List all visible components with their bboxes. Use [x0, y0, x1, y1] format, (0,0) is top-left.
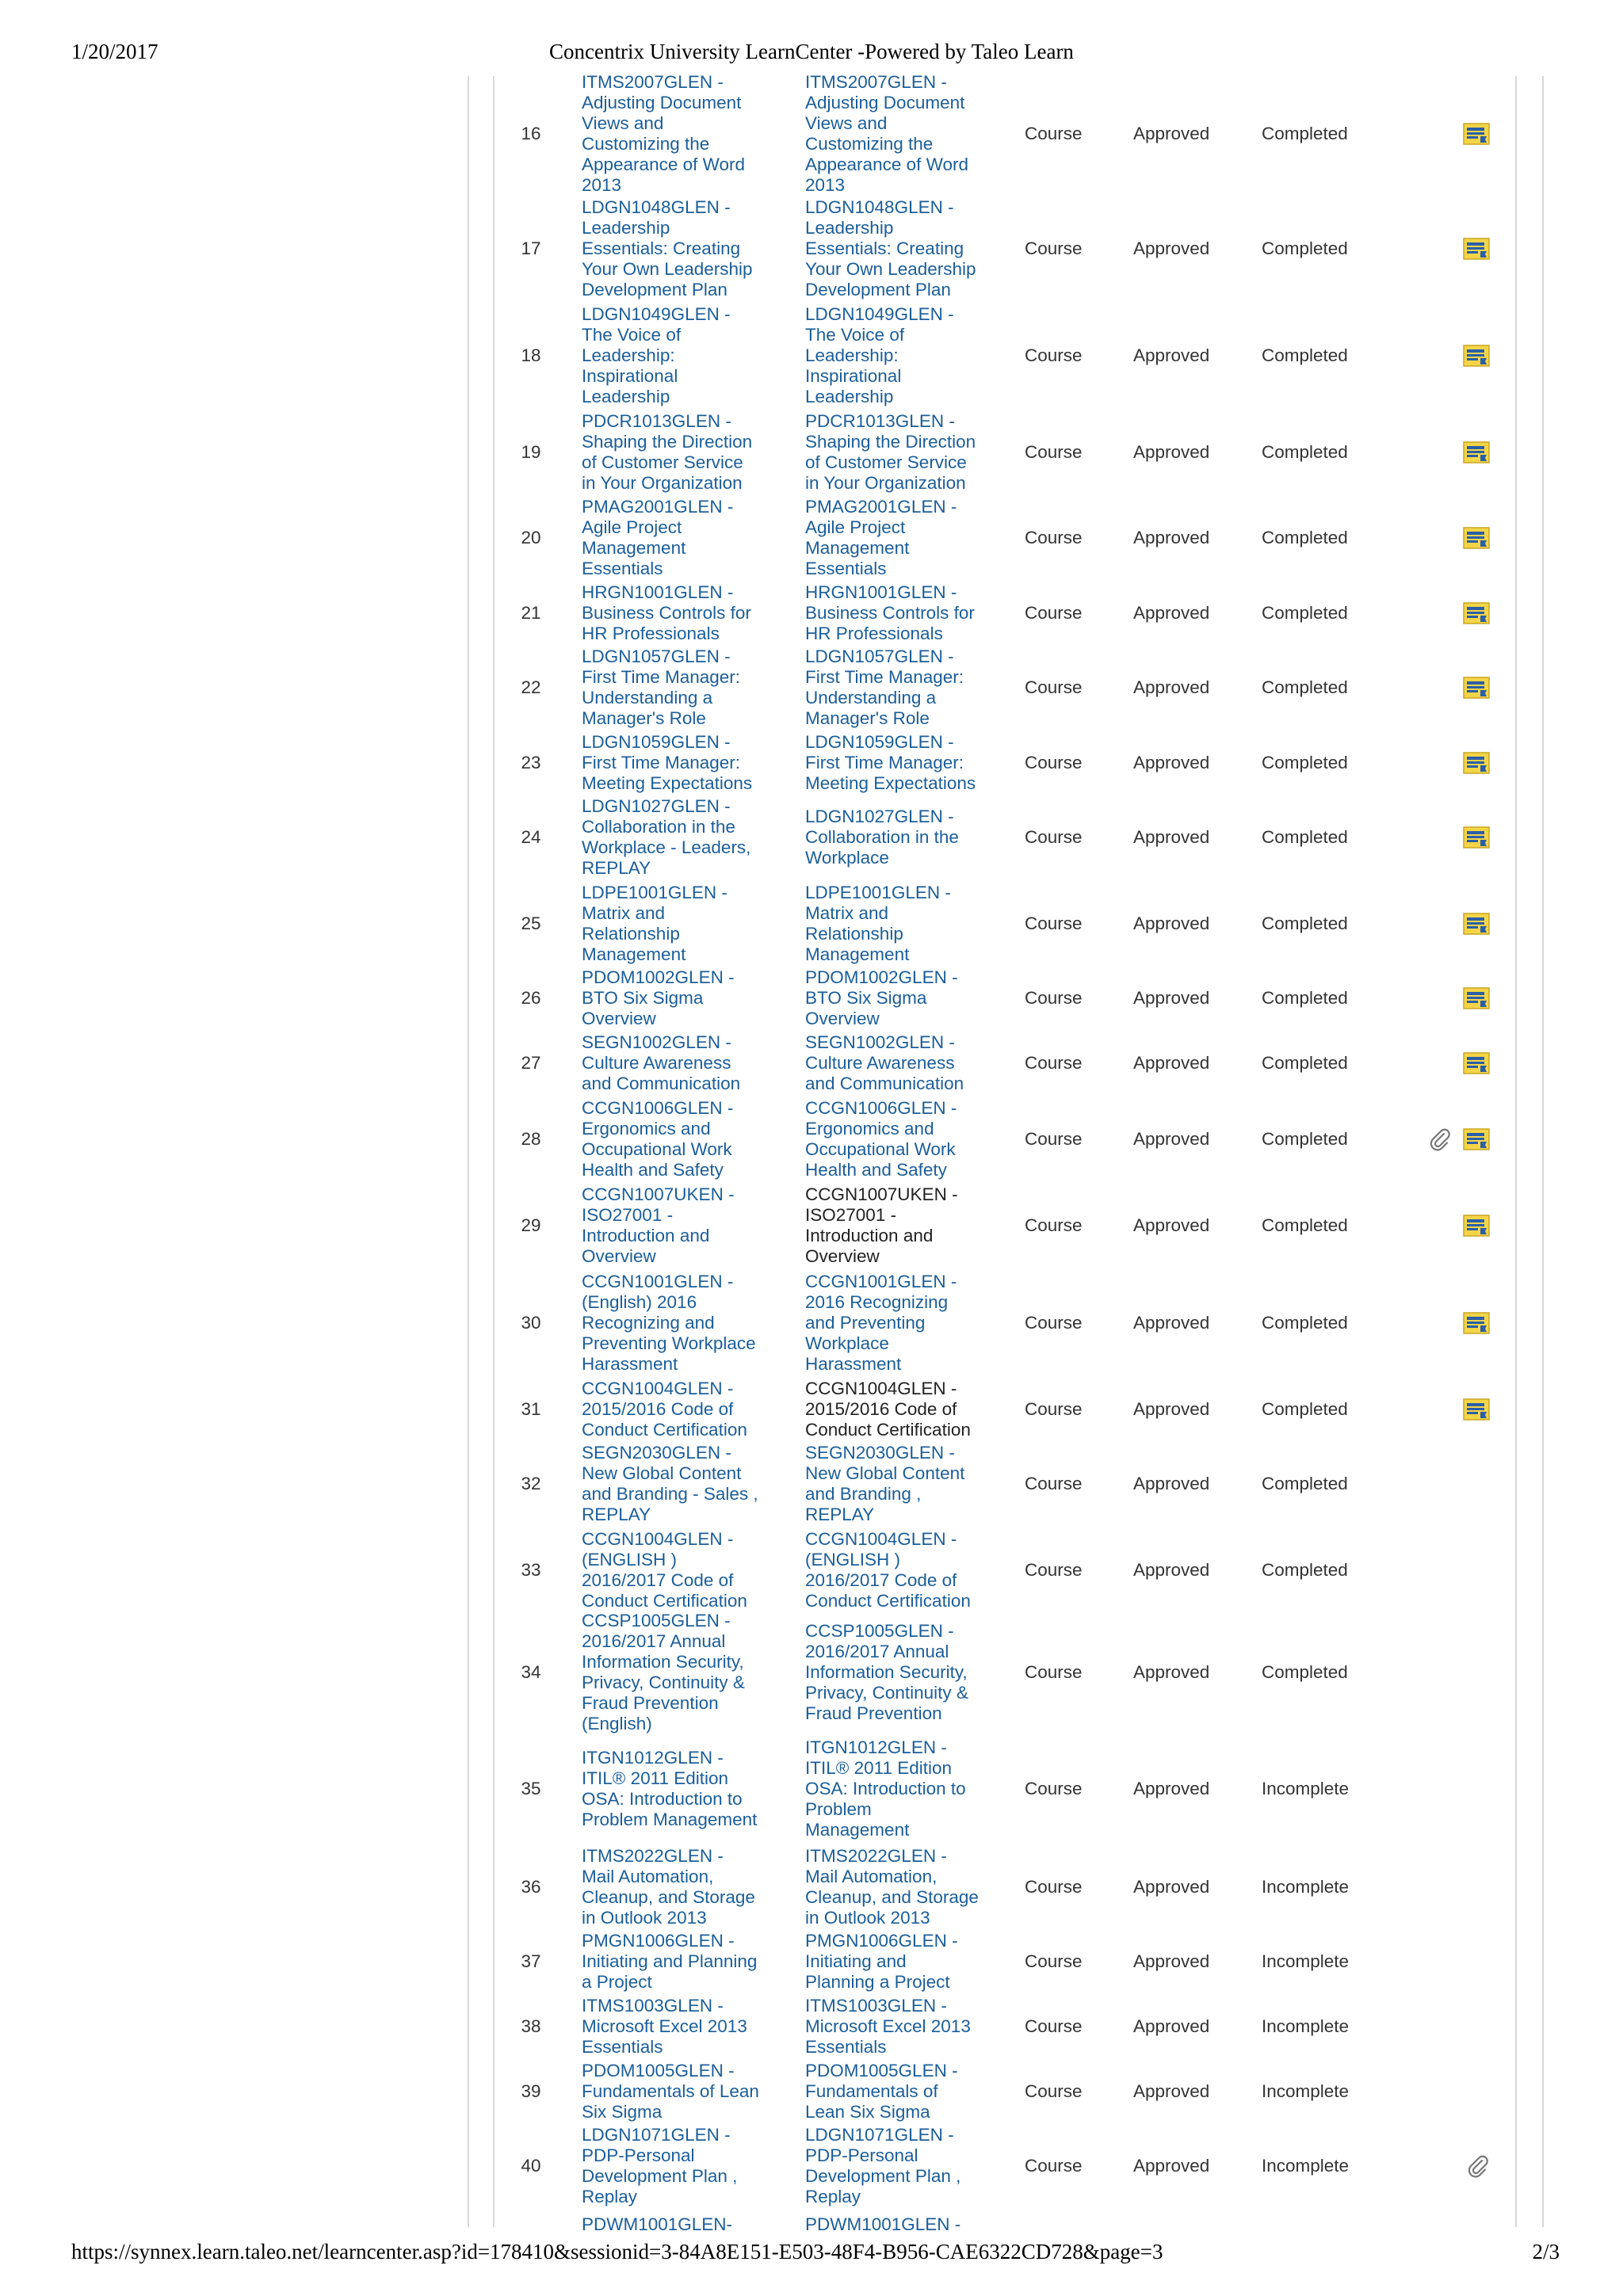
course-code-link[interactable]: PDOM1002GLEN - BTO Six Sigma Overview — [582, 967, 735, 1028]
course-type: Course — [1025, 124, 1083, 143]
completion-status: Completed — [1262, 677, 1348, 697]
completion-status: Completed — [1262, 1215, 1348, 1235]
course-title-link[interactable]: SEGN1002GLEN - Culture Awareness and Communication — [805, 1032, 964, 1093]
completion-status: Completed — [1262, 1313, 1348, 1333]
course-type: Course — [1025, 1129, 1083, 1149]
row-number: 28 — [521, 1129, 541, 1149]
table-row — [0, 645, 1623, 730]
approval-status: Approved — [1133, 827, 1210, 847]
page-url: https://synnex.learn.taleo.net/learncenter.asp?id=178410&sessionid=3-84A8E151-E503-48F4-B956-CAE6322CD728&page=3 — [71, 2240, 1163, 2264]
certificate-icon[interactable] — [1463, 752, 1490, 774]
certificate-icon[interactable] — [1463, 238, 1490, 260]
completion-status: Completed — [1262, 913, 1348, 933]
course-title-link[interactable]: ITMS2022GLEN - Mail Automation, Cleanup, and Storage in Outlook 2013 — [805, 1846, 979, 1928]
course-type: Course — [1025, 2016, 1083, 2036]
course-title-link[interactable]: PDWM1001GLEN - — [805, 2214, 961, 2234]
course-title-link[interactable]: LDGN1059GLEN - First Time Manager: Meeting Expectations — [805, 732, 976, 793]
completion-status: Completed — [1262, 1399, 1348, 1419]
course-code-link[interactable]: LDPE1001GLEN - Matrix and Relationship Management — [582, 883, 727, 964]
approval-status: Approved — [1133, 345, 1210, 365]
course-type: Course — [1025, 603, 1083, 623]
approval-status: Approved — [1133, 1129, 1210, 1149]
course-title-link[interactable]: HRGN1001GLEN - Business Controls for HR Professionals — [805, 582, 975, 643]
approval-status: Approved — [1133, 603, 1210, 623]
course-code-link[interactable]: LDGN1027GLEN - Collaboration in the Workplace - Leaders, REPLAY — [582, 796, 751, 878]
completion-status: Incomplete — [1262, 2081, 1350, 2101]
table-row — [0, 582, 1623, 645]
row-number: 33 — [521, 1560, 541, 1580]
attachment-icon[interactable] — [1466, 2154, 1490, 2178]
certificate-icon[interactable] — [1463, 527, 1490, 549]
row-number: 39 — [521, 2081, 541, 2101]
course-type: Course — [1025, 677, 1083, 697]
approval-status: Approved — [1133, 753, 1210, 772]
approval-status: Approved — [1133, 124, 1210, 143]
course-code-link[interactable]: CCSP1005GLEN - 2016/2017 Annual Information Security, Privacy, Continuity & Fraud Prevention (English) — [582, 1611, 745, 1733]
approval-status: Approved — [1133, 1053, 1210, 1073]
table-row — [0, 410, 1623, 494]
course-type: Course — [1025, 1560, 1083, 1580]
completion-status: Completed — [1262, 1662, 1348, 1682]
certificate-icon[interactable] — [1463, 677, 1490, 699]
certificate-icon[interactable] — [1463, 123, 1490, 145]
table-row — [0, 1733, 1623, 1844]
completion-status: Incomplete — [1262, 2156, 1350, 2176]
table-row — [0, 883, 1623, 965]
table-row — [0, 1442, 1623, 1526]
completion-status: Completed — [1262, 988, 1348, 1008]
course-type: Course — [1025, 1951, 1083, 1971]
table-row — [0, 303, 1623, 409]
completion-status: Completed — [1262, 345, 1348, 365]
course-title-link[interactable]: LDGN1049GLEN - The Voice of Leadership: Inspirational Leadership — [805, 304, 954, 406]
row-number: 36 — [521, 1877, 541, 1897]
approval-status: Approved — [1133, 2081, 1210, 2101]
certificate-icon[interactable] — [1463, 913, 1490, 935]
table-row — [0, 1184, 1623, 1268]
approval-status: Approved — [1133, 528, 1210, 547]
table-row — [0, 967, 1623, 1030]
row-number: 22 — [521, 677, 541, 697]
certificate-icon[interactable] — [1463, 1312, 1490, 1334]
approval-status: Approved — [1133, 2156, 1210, 2176]
table-row — [0, 1269, 1623, 1377]
table-row — [0, 1527, 1623, 1613]
course-title-link[interactable]: SEGN2030GLEN - New Global Content and Branding , REPLAY — [805, 1443, 965, 1524]
row-number: 17 — [521, 238, 541, 258]
course-title-link[interactable]: LDGN1027GLEN - Collaboration in the Workplace — [805, 807, 959, 868]
table-row — [0, 2210, 1623, 2239]
approval-status: Approved — [1133, 1215, 1210, 1235]
course-code-link[interactable]: ITMS2022GLEN - Mail Automation, Cleanup, and Storage in Outlook 2013 — [582, 1846, 755, 1928]
course-title: CCGN1007UKEN - ISO27001 - Introduction and Overview — [805, 1184, 958, 1266]
completion-status: Incomplete — [1262, 1877, 1350, 1897]
course-code-link[interactable]: LDGN1059GLEN - First Time Manager: Meeting Expectations — [582, 732, 753, 793]
table-row — [0, 196, 1623, 301]
table-row — [0, 1379, 1623, 1440]
table-row — [0, 1097, 1623, 1182]
course-code-link[interactable]: ITGN1012GLEN - ITIL® 2011 Edition OSA: Introduction to Problem Management — [582, 1748, 758, 1829]
completion-status: Completed — [1262, 528, 1348, 547]
table-row — [0, 1846, 1623, 1928]
approval-status: Approved — [1133, 1313, 1210, 1333]
course-type: Course — [1025, 1313, 1083, 1333]
course-code-link[interactable]: LDGN1071GLEN - PDP-Personal Development Plan , Replay — [582, 2125, 738, 2206]
course-title: CCGN1004GLEN - 2015/2016 Code of Conduct Certification — [805, 1379, 971, 1440]
attachment-icon[interactable] — [1428, 1127, 1452, 1151]
course-title-link[interactable]: PDOM1005GLEN - Fundamentals of Lean Six Sigma — [805, 2061, 958, 2122]
course-type: Course — [1025, 988, 1083, 1008]
course-title-link[interactable]: LDGN1057GLEN - First Time Manager: Understanding a Manager's Role — [805, 646, 964, 728]
course-title-link[interactable]: CCGN1004GLEN - (ENGLISH ) 2016/2017 Code of Conduct Certification — [805, 1529, 971, 1611]
certificate-icon[interactable] — [1463, 1398, 1490, 1421]
course-title-link[interactable]: PDCR1013GLEN - Shaping the Direction of Customer Service in Your Organization — [805, 411, 976, 493]
approval-status: Approved — [1133, 913, 1210, 933]
approval-status: Approved — [1133, 1560, 1210, 1580]
row-number: 29 — [521, 1215, 541, 1235]
table-row — [0, 794, 1623, 881]
approval-status: Approved — [1133, 1474, 1210, 1493]
course-type: Course — [1025, 1053, 1083, 1073]
course-code-link[interactable]: LDGN1049GLEN - The Voice of Leadership: Inspirational Leadership — [582, 304, 731, 406]
course-type: Course — [1025, 753, 1083, 772]
course-code-link[interactable]: PMGN1006GLEN - Initiating and Planning a Project — [582, 1931, 758, 1992]
table-row — [0, 1930, 1623, 1993]
course-type: Course — [1025, 1474, 1083, 1493]
row-number: 19 — [521, 442, 541, 462]
course-title-link[interactable]: PMGN1006GLEN - Initiating and Planning a Project — [805, 1931, 958, 1992]
row-number: 24 — [521, 827, 541, 847]
completion-status: Completed — [1262, 1053, 1348, 1073]
certificate-icon[interactable] — [1463, 441, 1490, 463]
table-row — [0, 2123, 1623, 2209]
course-title-link[interactable]: PDOM1002GLEN - BTO Six Sigma Overview — [805, 967, 958, 1028]
course-code-link[interactable]: HRGN1001GLEN - Business Controls for HR Professionals — [582, 582, 751, 643]
row-number: 31 — [521, 1399, 541, 1419]
approval-status: Approved — [1133, 1877, 1210, 1897]
course-type: Course — [1025, 913, 1083, 933]
course-type: Course — [1025, 1215, 1083, 1235]
certificate-icon[interactable] — [1463, 1052, 1490, 1074]
course-code-link[interactable]: PMAG2001GLEN - Agile Project Management Essentials — [582, 497, 734, 578]
course-title-link[interactable]: ITMS2007GLEN - Adjusting Document Views and Customizing the Appearance of Word 2013 — [805, 72, 968, 195]
course-title-link[interactable]: CCSP1005GLEN - 2016/2017 Annual Information Security, Privacy, Continuity & Fraud Prevention — [805, 1621, 968, 1723]
certificate-icon[interactable] — [1463, 345, 1490, 367]
completion-status: Completed — [1262, 124, 1348, 143]
approval-status: Approved — [1133, 988, 1210, 1008]
table-row — [0, 1032, 1623, 1095]
completion-status: Completed — [1262, 753, 1348, 772]
certificate-icon[interactable] — [1463, 826, 1490, 849]
approval-status: Approved — [1133, 1399, 1210, 1419]
course-title-link[interactable]: PMAG2001GLEN - Agile Project Management Essentials — [805, 497, 957, 578]
course-type: Course — [1025, 528, 1083, 547]
course-title-link[interactable]: CCGN1001GLEN - 2016 Recognizing and Preventing Workplace Harassment — [805, 1272, 957, 1374]
course-type: Course — [1025, 1662, 1083, 1682]
table-row — [0, 1995, 1623, 2058]
table-row — [0, 1613, 1623, 1732]
completion-status: Incomplete — [1262, 1951, 1350, 1971]
course-code-link[interactable]: SEGN1002GLEN - Culture Awareness and Communication — [582, 1032, 741, 1093]
table-row — [0, 732, 1623, 794]
completion-status: Completed — [1262, 827, 1348, 847]
course-code-link[interactable]: ITMS2007GLEN - Adjusting Document Views and Customizing the Appearance of Word 2013 — [582, 72, 745, 195]
approval-status: Approved — [1133, 1779, 1210, 1798]
course-code-link[interactable]: SEGN2030GLEN - New Global Content and Branding - Sales , REPLAY — [582, 1443, 758, 1524]
row-number: 37 — [521, 1951, 541, 1971]
row-number: 38 — [521, 2016, 541, 2036]
completion-status: Completed — [1262, 1560, 1348, 1580]
course-title-link[interactable]: LDGN1048GLEN - Leadership Essentials: Creating Your Own Leadership Development Plan — [805, 197, 976, 299]
row-number: 16 — [521, 124, 541, 143]
row-number: 30 — [521, 1313, 541, 1333]
completion-status: Incomplete — [1262, 2016, 1350, 2036]
approval-status: Approved — [1133, 677, 1210, 697]
row-number: 26 — [521, 988, 541, 1008]
course-code-link[interactable]: CCGN1004GLEN - (ENGLISH ) 2016/2017 Code of Conduct Certification — [582, 1529, 747, 1611]
course-code-link[interactable]: LDGN1057GLEN - First Time Manager: Understanding a Manager's Role — [582, 646, 741, 728]
row-number: 34 — [521, 1662, 541, 1682]
course-type: Course — [1025, 1399, 1083, 1419]
course-code-link[interactable]: PDCR1013GLEN - Shaping the Direction of Customer Service in Your Organization — [582, 411, 753, 493]
completion-status: Completed — [1262, 1129, 1348, 1149]
page-title: Concentrix University LearnCenter -Powered by Taleo Learn — [549, 40, 1074, 63]
course-type: Course — [1025, 238, 1083, 258]
completion-status: Completed — [1262, 603, 1348, 623]
print-date: 1/20/2017 — [71, 40, 158, 63]
course-type: Course — [1025, 442, 1083, 462]
course-title-link[interactable]: ITGN1012GLEN - ITIL® 2011 Edition OSA: Introduction to Problem Management — [805, 1737, 966, 1840]
row-number: 40 — [521, 2156, 541, 2176]
completion-status: Completed — [1262, 442, 1348, 462]
course-type: Course — [1025, 2081, 1083, 2101]
course-title-link[interactable]: LDGN1071GLEN - PDP-Personal Development Plan , Replay — [805, 2125, 961, 2206]
table-row — [0, 2060, 1623, 2123]
course-type: Course — [1025, 1877, 1083, 1897]
course-title-link[interactable]: LDPE1001GLEN - Matrix and Relationship Management — [805, 883, 951, 964]
course-type: Course — [1025, 827, 1083, 847]
approval-status: Approved — [1133, 1662, 1210, 1682]
row-number: 18 — [521, 345, 541, 365]
page-number: 2/3 — [1532, 2240, 1560, 2264]
certificate-icon[interactable] — [1463, 602, 1490, 624]
row-number: 27 — [521, 1053, 541, 1073]
course-title-link[interactable]: ITMS1003GLEN - Microsoft Excel 2013 Essentials — [805, 1996, 971, 2057]
completion-status: Completed — [1262, 1474, 1348, 1493]
table-row — [0, 496, 1623, 580]
certificate-icon[interactable] — [1463, 1215, 1490, 1237]
course-title-link[interactable]: CCGN1006GLEN - Ergonomics and Occupational Work Health and Safety — [805, 1098, 957, 1180]
row-number: 21 — [521, 603, 541, 623]
row-number: 20 — [521, 528, 541, 547]
completion-status: Completed — [1262, 238, 1348, 258]
course-type: Course — [1025, 2156, 1083, 2176]
course-code-link[interactable]: PDWM1001GLEN- — [582, 2214, 733, 2234]
course-type: Course — [1025, 1779, 1083, 1798]
approval-status: Approved — [1133, 442, 1210, 462]
row-number: 23 — [521, 753, 541, 772]
course-type: Course — [1025, 345, 1083, 365]
course-code-link[interactable]: PDOM1005GLEN - Fundamentals of Lean Six Sigma — [582, 2061, 759, 2122]
approval-status: Approved — [1133, 2016, 1210, 2036]
course-code-link[interactable]: CCGN1007UKEN - ISO27001 - Introduction and Overview — [582, 1184, 735, 1266]
row-number: 35 — [521, 1779, 541, 1798]
course-code-link[interactable]: CCGN1001GLEN - (English) 2016 Recognizing and Preventing Workplace Harassment — [582, 1272, 756, 1374]
course-code-link[interactable]: CCGN1006GLEN - Ergonomics and Occupational Work Health and Safety — [582, 1098, 734, 1180]
completion-status: Incomplete — [1262, 1779, 1350, 1798]
course-code-link[interactable]: LDGN1048GLEN - Leadership Essentials: Creating Your Own Leadership Development Plan — [582, 197, 753, 299]
certificate-icon[interactable] — [1463, 1128, 1490, 1150]
table-row — [0, 74, 1623, 193]
approval-status: Approved — [1133, 1951, 1210, 1971]
course-code-link[interactable]: CCGN1004GLEN - 2015/2016 Code of Conduct Certification — [582, 1379, 747, 1440]
certificate-icon[interactable] — [1463, 987, 1490, 1009]
row-number: 32 — [521, 1474, 541, 1493]
approval-status: Approved — [1133, 238, 1210, 258]
course-code-link[interactable]: ITMS1003GLEN - Microsoft Excel 2013 Essentials — [582, 1996, 747, 2057]
row-number: 25 — [521, 913, 541, 933]
